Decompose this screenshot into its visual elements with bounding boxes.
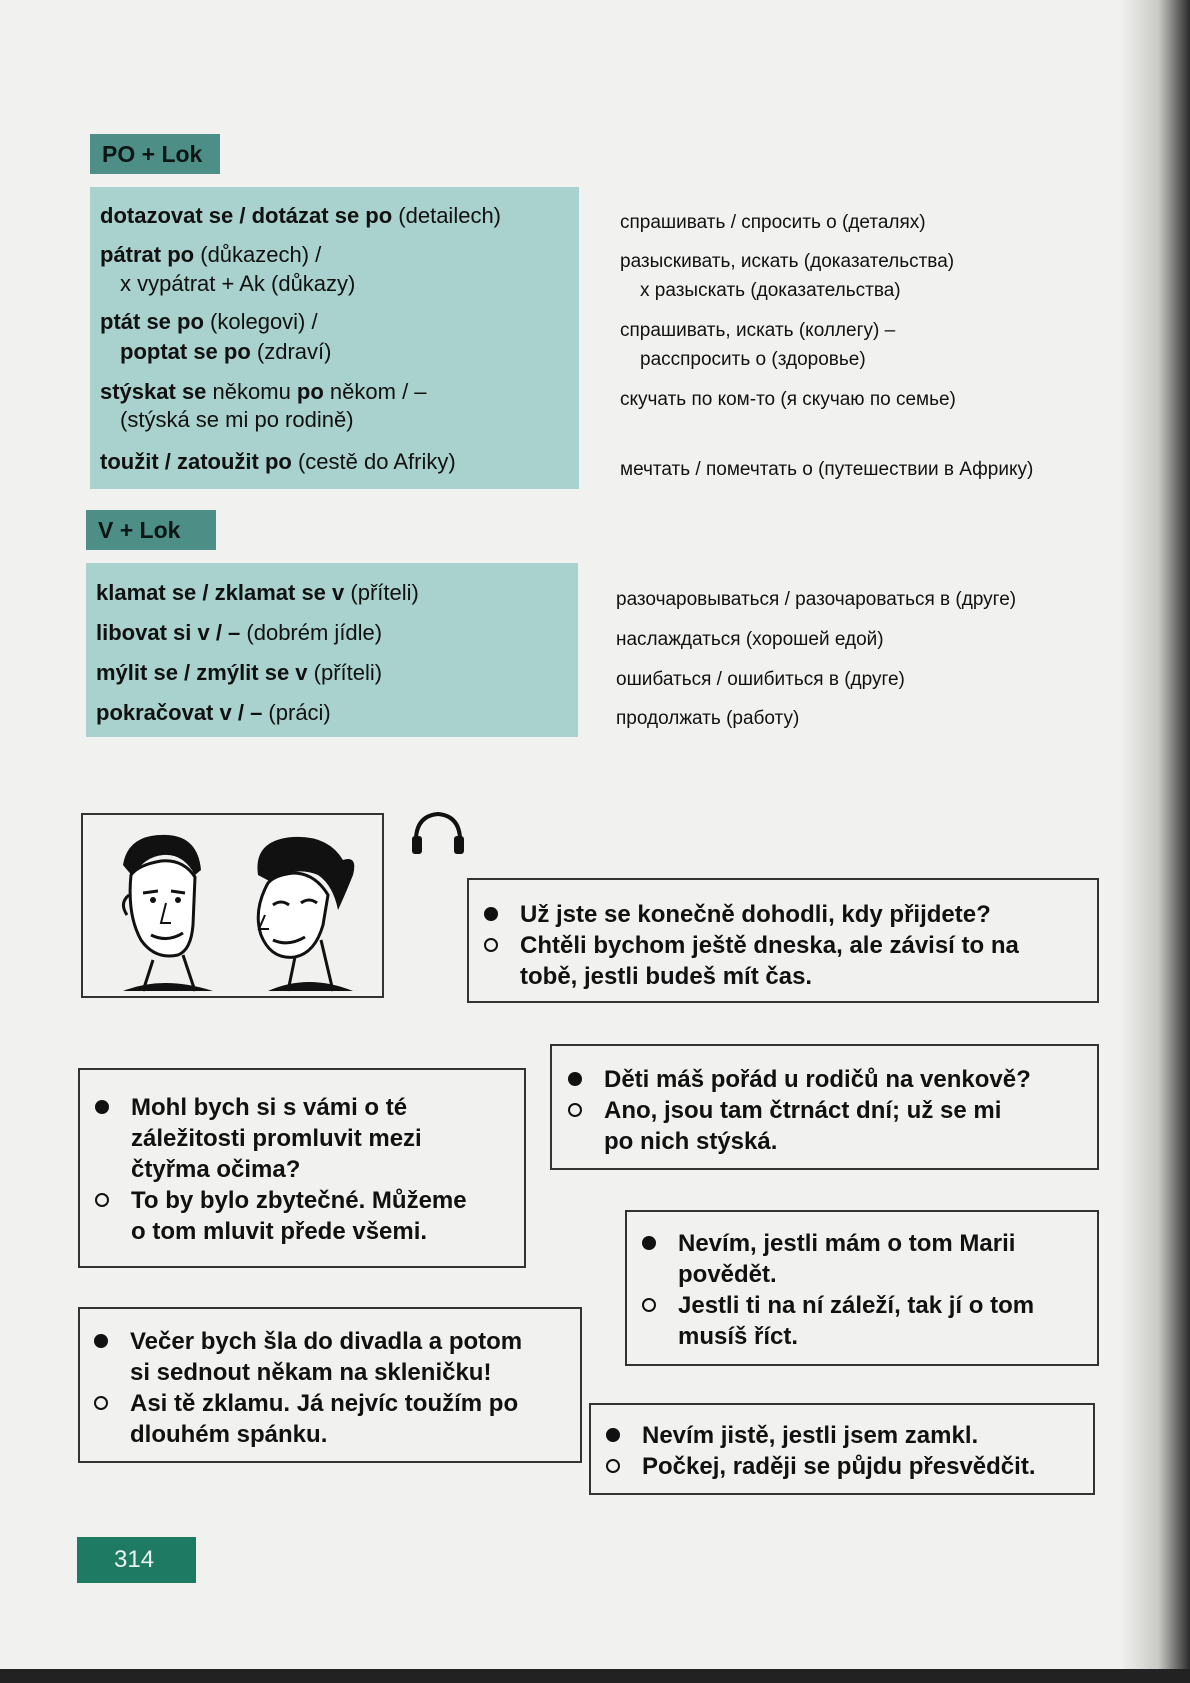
empty-bullet-icon bbox=[484, 938, 498, 952]
po-row-4-cz: stýskat se někomu po někom / – bbox=[100, 379, 427, 404]
po-row-3-ru: спрашивать, искать (коллегу) – bbox=[620, 320, 896, 341]
filled-bullet-icon bbox=[642, 1236, 656, 1250]
po-row-1-cz: dotazovat se / dotázat se po (detailech) bbox=[100, 203, 502, 228]
empty-bullet-icon bbox=[642, 1298, 656, 1312]
section-tag-v: V + Lok bbox=[86, 510, 216, 550]
filled-bullet-icon bbox=[95, 1100, 109, 1114]
po-row-3-ru-cont: расспросить о (здоровье) bbox=[640, 349, 866, 370]
page-bottom-edge bbox=[0, 1669, 1190, 1683]
po-row-1-ru: спрашивать / спросить о (деталях) bbox=[620, 212, 926, 233]
dialogue-1: Už jste se konečně dohodli, kdy přijdete? Chtěli bychom ještě dneska, ale závisí to na tobě, jestli budeš mít čas. bbox=[484, 899, 1019, 992]
dialogue-4: Nevím, jestli mám o tom Marii povědět. Jestli ti na ní záleží, tak jí o tom musíš říct. bbox=[642, 1228, 1034, 1352]
filled-bullet-icon bbox=[484, 907, 498, 921]
v-row-3-cz: mýlit se / zmýlit se v (příteli) bbox=[96, 660, 383, 685]
po-row-5-ru: мечтать / помечтать о (путешествии в Африку) bbox=[620, 459, 1034, 480]
po-row-2-cz-cont: x vypátrat + Ak (důkazy) bbox=[120, 271, 356, 296]
empty-bullet-icon bbox=[606, 1459, 620, 1473]
dialogue-2: Děti máš pořád u rodičů na venkově? Ano, jsou tam čtrnáct dní; už se mi po nich stýská. bbox=[568, 1064, 1031, 1157]
po-row-2-ru: разыскивать, искать (доказательства) bbox=[620, 251, 955, 272]
page-number: 314 bbox=[77, 1537, 196, 1583]
v-row-3-ru: ошибаться / ошибиться в (друге) bbox=[616, 669, 905, 690]
empty-bullet-icon bbox=[568, 1103, 582, 1117]
filled-bullet-icon bbox=[606, 1428, 620, 1442]
v-row-2-cz: libovat si v / – (dobrém jídle) bbox=[96, 620, 383, 645]
po-row-2-ru-cont: x разыскать (доказательства) bbox=[640, 280, 901, 301]
two-faces-illustration bbox=[81, 813, 384, 998]
filled-bullet-icon bbox=[94, 1334, 108, 1348]
v-row-2-ru: наслаждаться (хорошей едой) bbox=[616, 629, 884, 650]
filled-bullet-icon bbox=[568, 1072, 582, 1086]
dialogue-5: Večer bych šla do divadla a potom si sednout někam na skleničku! Asi tě zklamu. Já nejvíc toužím po dlouhém spánku. bbox=[94, 1326, 522, 1450]
v-row-1-ru: разочаровываться / разочароваться в (друге) bbox=[616, 589, 1017, 610]
headphones-icon[interactable] bbox=[408, 806, 468, 856]
po-row-4-ru: скучать по ком-то (я скучаю по семье) bbox=[620, 389, 956, 410]
page-shadow bbox=[1120, 0, 1190, 1683]
dialogue-6: Nevím jistě, jestli jsem zamkl. Počkej, raději se půjdu přesvědčit. bbox=[606, 1420, 1035, 1482]
v-row-1-cz: klamat se / zklamat se v (příteli) bbox=[96, 580, 419, 605]
po-row-2-cz: pátrat po (důkazech) / bbox=[100, 242, 322, 267]
v-row-4-cz: pokračovat v / – (práci) bbox=[96, 700, 331, 725]
po-row-3-cz: ptát se po (kolegovi) / bbox=[100, 309, 318, 334]
empty-bullet-icon bbox=[95, 1193, 109, 1207]
empty-bullet-icon bbox=[94, 1396, 108, 1410]
section-tag-po: PO + Lok bbox=[90, 134, 220, 174]
dialogue-3: Mohl bych si s vámi o té záležitosti promluvit mezi čtyřma očima? To by bylo zbytečné. Můžeme o tom mluvit přede všemi. bbox=[95, 1092, 467, 1247]
v-row-4-ru: продолжать (работу) bbox=[616, 708, 800, 729]
po-row-5-cz: toužit / zatoužit po (cestě do Afriky) bbox=[100, 449, 456, 474]
po-row-4-cz-cont: (stýská se mi po rodině) bbox=[120, 407, 354, 432]
po-row-3-cz-cont: poptat se po (zdraví) bbox=[120, 339, 332, 364]
